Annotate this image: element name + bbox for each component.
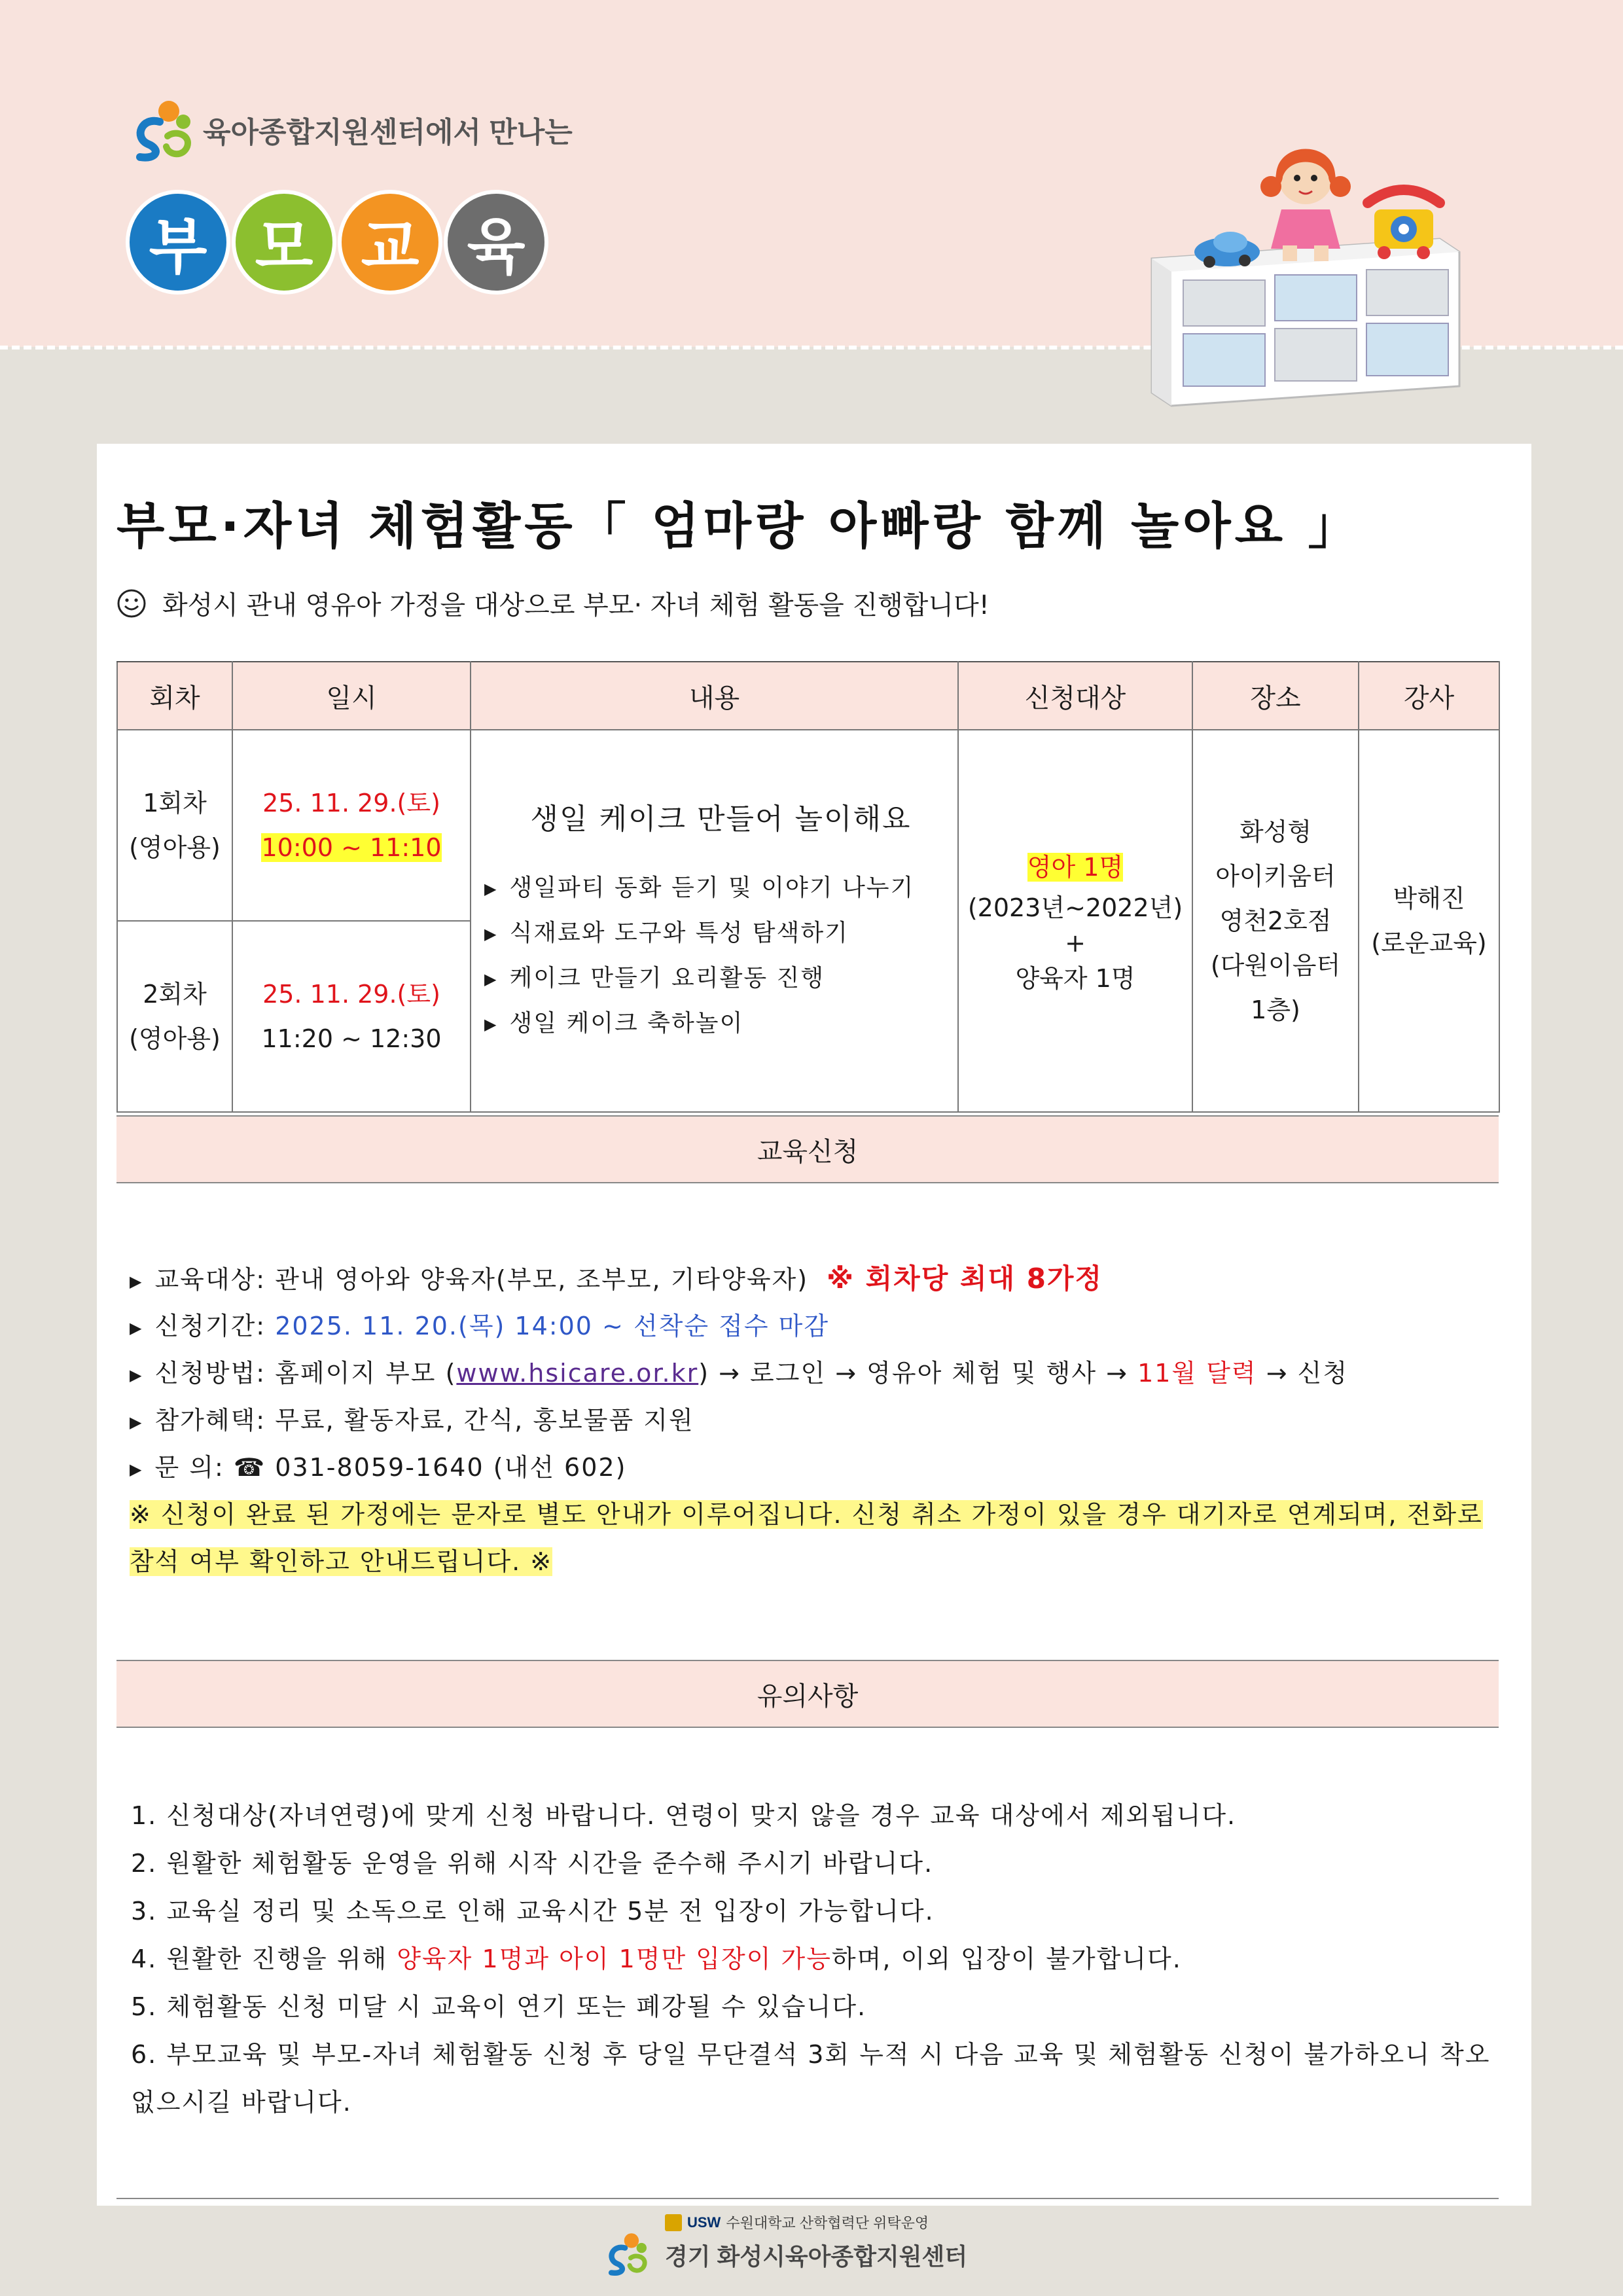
list-item: ▶ 생일파티 동화 듣기 및 이야기 나누기 [484, 874, 915, 901]
instructor-cell [1359, 730, 1499, 1112]
list-item: ▶ 케이크 만들기 요리활동 진행 [484, 965, 825, 992]
target-line-4: 양육자 1명 [1015, 964, 1135, 993]
col-header-datetime: 일시 [232, 662, 471, 730]
caution-item: 1. 신청대상(자녀연령)에 맞게 신청 바랍니다. 연령이 맞지 않을 경우 교육 대상에서 제외됩니다. [131, 1801, 1237, 1830]
session-time: 10:00 ~ 11:10 [261, 833, 442, 862]
caution-item: 5. 체험활동 신청 미달 시 교육이 연기 또는 폐강될 수 있습니다. [131, 1992, 867, 2021]
session-date: 25. 11. 29.(토) [262, 789, 440, 817]
col-header-target: 신청대상 [958, 662, 1192, 730]
target-line-1: 영아 1명 [1027, 853, 1124, 882]
session-cell [117, 921, 232, 1112]
col-header-session: 회차 [117, 662, 232, 730]
apply-note-line-1: ※ 신청이 완료 된 가정에는 문자로 별도 안내가 이루어집니다. 신청 취소 가정이 있을 경우 대기자로 연계되며, 전화로 [130, 1500, 1483, 1529]
footer-operator-line [665, 2212, 929, 2233]
org-line [128, 97, 573, 162]
instructor-name: 박해진 [1393, 884, 1465, 913]
session-label: 2회차 [143, 980, 207, 1009]
triangle-bullet-icon: ▶ [484, 925, 498, 943]
place-line: 아이키움터 [1215, 862, 1336, 891]
triangle-bullet-icon: ▶ [484, 880, 498, 898]
col-header-place: 장소 [1192, 662, 1359, 730]
capacity-note: ※ 회차당 최대 8가정 [827, 1263, 1103, 1295]
footer-center-name: 경기 화성시육아종합지원센터 [665, 2243, 968, 2270]
caution-item: 4. 원활한 진행을 위해 양육자 1명과 아이 1명만 입장이 가능하며, 이외 입장이 불가합니다. [131, 1945, 1182, 1973]
contact-phone: ☎ 031-8059-1640 (내선 602) [233, 1453, 627, 1482]
col-header-content: 내용 [471, 662, 958, 730]
smile-icon [116, 588, 147, 619]
toy-shelf-illustration [1132, 137, 1479, 412]
triangle-bullet-icon: ▶ [484, 970, 498, 988]
session-sub: (영아용) [129, 833, 221, 862]
operator-text: 수원대학교 산학협력단 위탁운영 [726, 2215, 929, 2231]
datetime-cell [232, 730, 471, 921]
center-logo-icon [597, 2231, 660, 2276]
caution-emphasis: 양육자 1명과 아이 1명만 입장이 가능 [397, 1945, 832, 1973]
caution-list [131, 1792, 1490, 2126]
circle-char-3: 교 [338, 190, 442, 295]
org-line-text: 육아종합지원센터에서 만나는 [203, 117, 573, 149]
apply-note-line-2: 참석 여부 확인하고 안내드립니다. ※ [130, 1547, 553, 1576]
target-cell [958, 730, 1192, 1112]
session-date: 25. 11. 29.(토) [262, 980, 440, 1009]
caution-item: 없으시길 바랍니다. [131, 2088, 352, 2117]
col-header-instructor: 강사 [1359, 662, 1499, 730]
apply-section-heading: 교육신청 [116, 1115, 1499, 1183]
list-item: ▶ 생일 케이크 축하놀이 [484, 1010, 744, 1037]
content-cell [471, 730, 958, 1112]
caution-section-heading: 유의사항 [116, 1660, 1499, 1728]
triangle-bullet-icon: ▶ [130, 1318, 143, 1337]
circle-char-1: 부 [126, 190, 230, 295]
place-line: 1층) [1251, 996, 1300, 1024]
triangle-bullet-icon: ▶ [484, 1015, 498, 1033]
table-row [117, 730, 1499, 921]
target-line-3: + [1065, 929, 1086, 958]
footer [589, 2212, 1034, 2284]
triangle-bullet-icon: ▶ [130, 1412, 143, 1431]
intro-text: 화성시 관내 영유아 가정을 대상으로 부모· 자녀 체험 활동을 진행합니다! [162, 590, 990, 620]
target-line-2: (2023년~2022년) [967, 893, 1183, 922]
triangle-bullet-icon: ▶ [130, 1272, 143, 1291]
content-title: 생일 케이크 만들어 놀이해요 [530, 802, 912, 836]
session-sub: (영아용) [129, 1024, 221, 1053]
center-logo-icon [128, 97, 200, 162]
usw-label: USW [687, 2214, 721, 2231]
session-time: 11:20 ~ 12:30 [261, 1024, 442, 1053]
place-line: 화성형 [1239, 817, 1312, 846]
usw-shield-icon [665, 2214, 682, 2231]
caution-item: 6. 부모교육 및 부모-자녀 체험활동 신청 후 당일 무단결석 3회 누적 시 다음 교육 및 체험활동 신청이 불가하오니 착오 [131, 2040, 1491, 2069]
content-card [97, 444, 1531, 2206]
triangle-bullet-icon: ▶ [130, 1460, 143, 1479]
homepage-link[interactable]: www.hsicare.or.kr [456, 1359, 699, 1388]
schedule-table [116, 661, 1500, 1113]
place-cell [1192, 730, 1359, 1112]
session-label: 1회차 [143, 789, 207, 817]
info-row-method: ▶ 신청방법: 홈페이지 부모 (www.hsicare.or.kr) → 로그인 → 영유아 체험 및 행사 → 11월 달력 → 신청 [130, 1359, 1349, 1388]
calendar-note: 11월 달력 [1137, 1359, 1257, 1388]
page-title: 부모·자녀 체험활동「 엄마랑 아빠랑 함께 놀아요 」 [116, 497, 1362, 555]
list-item: ▶ 식재료와 도구와 특성 탐색하기 [484, 920, 849, 946]
circle-char-4: 육 [444, 190, 548, 295]
period-value: 2025. 11. 20.(목) 14:00 ~ 선착순 접수 마감 [275, 1312, 830, 1340]
circle-char-2: 모 [232, 190, 336, 295]
session-cell [117, 730, 232, 921]
instructor-org: (로운교육) [1371, 929, 1487, 958]
apply-info-list [130, 1255, 1483, 1585]
info-row-target: ▶ 교육대상: 관내 영아와 양육자(부모, 조부모, 기타양육자) ※ 회차당 최대 8가정 [130, 1263, 1103, 1295]
datetime-cell [232, 921, 471, 1112]
intro-line [116, 584, 990, 622]
footer-divider [116, 2198, 1499, 2199]
caution-item: 2. 원활한 체험활동 운영을 위해 시작 시간을 준수해 주시기 바랍니다. [131, 1849, 934, 1878]
triangle-bullet-icon: ▶ [130, 1365, 143, 1384]
info-row-benefit: ▶ 참가혜택: 무료, 활동자료, 간식, 홍보물품 지원 [130, 1406, 694, 1435]
place-line: 영천2호점 [1219, 906, 1332, 935]
parent-education-circles [126, 190, 550, 295]
info-row-contact: ▶ 문 의: ☎ 031-8059-1640 (내선 602) [130, 1453, 627, 1482]
info-row-period: ▶ 신청기간: 2025. 11. 20.(목) 14:00 ~ 선착순 접수 마감 [130, 1312, 830, 1340]
caution-item: 3. 교육실 정리 및 소독으로 인해 교육시간 5분 전 입장이 가능합니다. [131, 1897, 935, 1926]
place-line: (다원이음터 [1210, 951, 1341, 980]
